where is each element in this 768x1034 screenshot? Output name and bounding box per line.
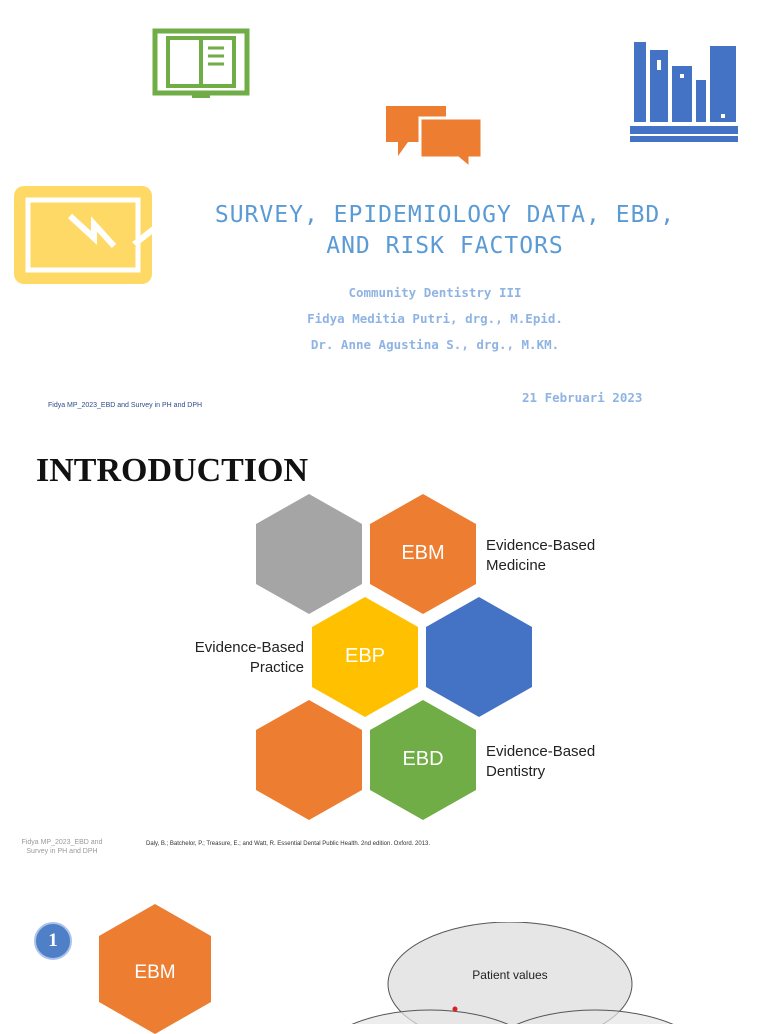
reference-citation: Daly, B.; Batchelor, P.; Treasure, E.; and Watt, R. Essential Dental Public Health. 2nd edition. Oxford. 2013. [146, 841, 431, 847]
presentation-date: 21 Februari 2023 [522, 390, 643, 405]
slide-title [150, 200, 740, 262]
chat-icon [384, 104, 484, 170]
slide2-footer [10, 838, 114, 856]
book-icon [152, 28, 250, 100]
introduction-heading: INTRODUCTION [36, 452, 309, 489]
hex-ebm-label: EBM [401, 542, 445, 564]
ebm-caption-line-1: Evidence-Based [486, 537, 596, 554]
ebm-caption [486, 536, 595, 576]
ebd-caption-line-1: Evidence-Based [486, 743, 596, 760]
slide2-footer-line-2: Survey in PH and DPH [26, 848, 98, 855]
course-name: Community Dentistry III [348, 285, 522, 300]
ebd-caption [486, 742, 595, 782]
title-line-1: SURVEY, EPIDEMIOLOGY DATA, EBD, [214, 202, 676, 228]
author-1: Fidya Meditia Putri, drg., M.Epid. [307, 311, 563, 326]
slide1-footer: Fidya MP_2023_EBD and Survey in PH and DPH [48, 402, 203, 409]
author-2: Dr. Anne Agustina S., drg., M.KM. [310, 337, 560, 352]
hex-ebp-label: EBP [344, 645, 386, 667]
ebp-caption [176, 638, 304, 678]
ebp-caption-line-1: Evidence-Based [194, 639, 304, 656]
hex-gray [256, 494, 362, 614]
ebm-caption-line-2: Medicine [486, 557, 547, 574]
ebd-caption-line-2: Dentistry [486, 763, 546, 780]
step-number-badge: 1 [34, 922, 72, 960]
signal-board-icon [14, 186, 164, 286]
title-line-2: AND RISK FACTORS [326, 233, 564, 259]
hex-ebm-large-label: EBM [134, 962, 176, 983]
hex-orange [256, 700, 362, 820]
library-icon [630, 40, 738, 144]
venn-label-patient-values: Patient values [472, 968, 548, 982]
hex-blue [426, 597, 532, 717]
ebp-caption-line-2: Practice [249, 659, 304, 676]
hex-ebd-label: EBD [402, 748, 444, 770]
slide2-footer-line-1: Fidya MP_2023_EBD and [21, 839, 103, 846]
